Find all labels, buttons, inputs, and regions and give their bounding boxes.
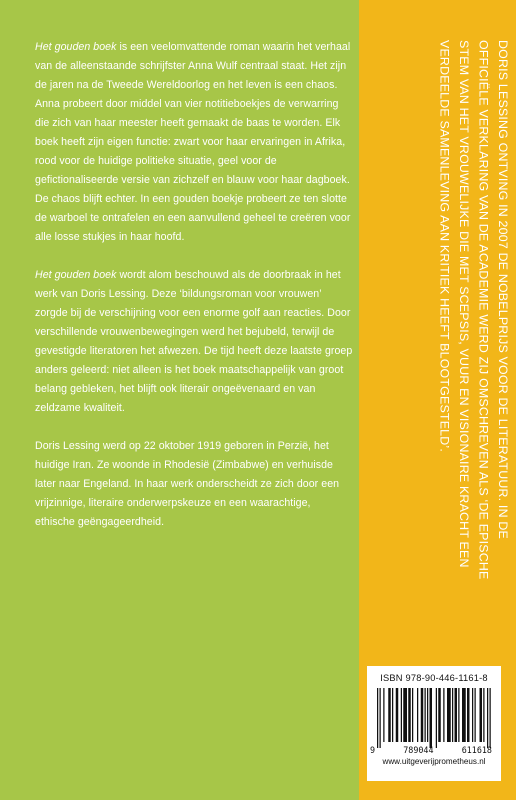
- blurb-paragraph-2: Het gouden boek wordt alom beschouwd als de doorbraak in het werk van Doris Lessing. Deze ‘bildungsroman voor vrouwen’ zorgde bij de verschijning voor een enorme golf aan reacties. Door verschillende vrouwenbewegingen werd het bejubeld, terwijl de gevestigde literatoren het afwezen. De tijd heeft deze laatste groep anders geleerd: niet alleen is het boek maatschappelijk van groot belang gebleken, het blijft ook literair ongeëvenaard en van zeldzame kwaliteit.: [35, 269, 353, 414]
- nobel-quote-block: [397, 40, 512, 600]
- barcode-digits: 9 789044 611618: [370, 745, 492, 755]
- barcode-bar: [412, 688, 413, 742]
- barcode-bar: [452, 688, 453, 742]
- back-cover-blurb: [35, 38, 353, 532]
- barcode-bar: [443, 688, 444, 742]
- barcode-bar: [475, 688, 476, 742]
- barcode-bars: [376, 688, 492, 748]
- barcode-bar: [430, 688, 433, 748]
- barcode-bar: [462, 688, 466, 742]
- nobel-quote: DORIS LESSING ONTVING IN 2007 DE NOBELPRIJS VOOR DE LITERATUUR. IN DE OFFICIËLE VERKLARING VAN DE ACADEMIE WERD ZIJ OMSCHREVEN ALS ‘DE EPISCHE STEM VAN HET VROUWELIJKE DIE MET SCEPSIS, VUUR EN VISIONAIRE KRACHT EEN VERDEELDE SAMENLEVING AAN KRITIEK HEEFT BLOOTGESTELD’.: [437, 40, 510, 580]
- barcode-bar: [472, 688, 473, 742]
- barcode-bar: [436, 688, 437, 748]
- barcode-bar: [403, 688, 407, 742]
- barcode-bar: [421, 688, 424, 742]
- barcode-bar: [458, 688, 459, 742]
- barcode-bar: [447, 688, 451, 742]
- barcode-bar: [408, 688, 411, 742]
- barcode-bar: [380, 688, 381, 748]
- book-title: Het gouden boek: [35, 269, 117, 281]
- barcode-bar: [483, 688, 484, 742]
- book-title: Het gouden boek: [35, 41, 117, 53]
- barcode-bar: [438, 688, 441, 742]
- barcode-box: [367, 666, 501, 781]
- blurb-paragraph-1: Het gouden boek is een veelomvattende roman waarin het verhaal van de alleenstaande schrijfster Anna Wulf centraal staat. Het zijn de jaren na de Tweede Wereldoorlog en het leven is een chaos. Anna probeert door middel van vier notitieboekjes de verwarring die zich van haar meester heeft gemaakt de baas te worden. Elk boek heeft zijn eigen functie: zwart voor haar ervaringen in Afrika, rood voor de huidige politieke situatie, geel voor de gefictionaliseerde versie van zichzelf en blauw voor haar dagboek. De chaos blijft echter. In een gouden boekje probeert ze ten slotte de warboel te ontrafelen en een aanvullend geheel te creëren voor alle losse stukjes in haar hoofd.: [35, 41, 351, 243]
- barcode-bar: [455, 688, 458, 742]
- barcode-bar: [401, 688, 402, 742]
- barcode-bar: [467, 688, 470, 742]
- barcode-bar: [480, 688, 483, 742]
- author-bio: Doris Lessing werd op 22 oktober 1919 geboren in Perzië, het huidige Iran. Ze woonde in Rhodesië (Zimbabwe) en verhuisde later naar Engeland. In haar werk onderscheidt ze zich door een vrijzinnige, literaire onderwerpskeuze en een waarachtige, ethische geëngageerdheid.: [35, 440, 340, 528]
- isbn-label: ISBN 978-90-446-1161-8: [380, 673, 488, 683]
- barcode-bar: [377, 688, 378, 748]
- barcode-bar: [388, 688, 391, 742]
- barcode-bar: [425, 688, 426, 742]
- barcode-bar: [417, 688, 418, 742]
- barcode-bar: [487, 688, 488, 748]
- barcode-bar: [490, 688, 491, 748]
- barcode-bar: [383, 688, 384, 742]
- barcode-bar: [427, 688, 428, 742]
- barcode-bar: [392, 688, 393, 742]
- barcode-bar: [396, 688, 399, 742]
- publisher-url: www.uitgeverijprometheus.nl: [382, 757, 486, 766]
